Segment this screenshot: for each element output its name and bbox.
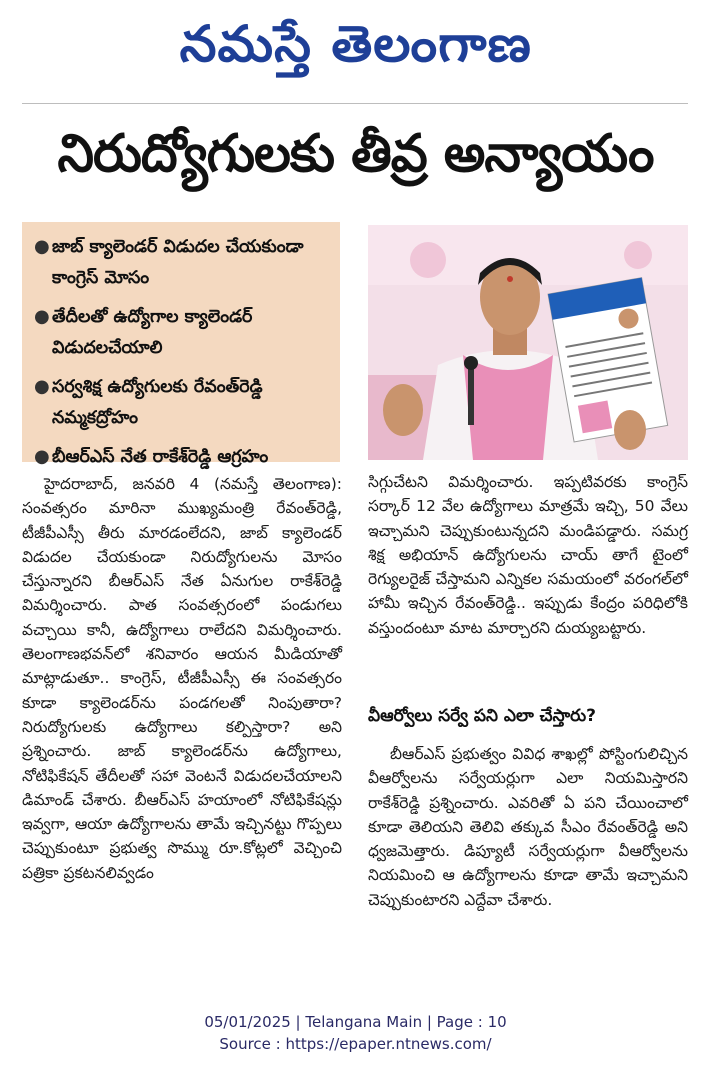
masthead [0,0,711,100]
highlight-text: జాబ్ క్యాలెండర్ విడుదల చేయకుండా కాంగ్రెస్ మోసం [52,237,304,288]
bullet-icon: ● [34,236,50,257]
highlight-item [34,442,332,473]
article-headline: నిరుద్యోగులకు తీవ్ర అన్యాయం [57,123,654,184]
footer-source-link[interactable]: Source : https://epaper.ntnews.com/ [219,1035,492,1053]
bullet-icon: ● [34,306,50,327]
highlight-text: బీఆర్ఎస్ నేత రాకేశ్‌రెడ్డి ఆగ్రహం [52,447,269,467]
footer-date-page: 05/01/2025 | Telangana Main | Page : 10 [204,1013,507,1031]
bullet-icon: ● [34,376,50,397]
article-paragraph: హైదరాబాద్, జనవరి 4 (నమస్తే తెలంగాణ): సంవత్సరం మారినా ముఖ్యమంత్రి రేవంత్‌రెడ్డి, టీజీపీఎస్సీ తీరు మారడంలేదని, జాబ్ క్యాలెండర్ విడుదల చేయకుండా నిరుద్యోగులను మోసం చేస్తున్నారని బీఆర్ఎస్ నేత ఏనుగుల రాకేశ్‌రెడ్డి విమర్శించారు. పాత సంవత్సరంలో పండుగలు వచ్చాయి కానీ, ఉద్యోగాలు రాలేదని విమర్శించారు. తెలంగాణభవన్‌లో శనివారం ఆయన మీడియాతో మాట్లాడుతూ.. కాంగ్రెస్, టీజీపీఎస్సీ ఈ సంవత్సరం కూడా క్యాలెండర్‌ను పండగలతో నింపుతారా? నిరుద్యోగులకు ఉద్యోగాలు కల్పిస్తారా? అని ప్రశ్నించారు. జాబ్ క్యాలెండర్‌ను ఉద్యోగాలు, నోటిఫికేషన్ తేదీలతో సహా వెంటనే విడుదలచేయాలని డిమాండ్ చేశారు. బీఆర్ఎస్ హయాంలో నోటిఫికేషన్లు ఇవ్వగా, ఆయా ఉద్యోగాలను తామే ఇచ్చినట్టు గొప్పలు చెప్పుకుంటూ ప్రభుత్వ సొమ్ము రూ.కోట్లలో వెచ్చించి పత్రికా ప్రకటనలివ్వడం [22,475,342,882]
article-left-column [22,472,342,885]
article-right-column-bottom [368,742,688,912]
highlight-text: తేదీలతో ఉద్యోగాల క్యాలెండర్ విడుదలచేయాలి [52,307,253,358]
highlights-box [22,222,340,467]
bullet-icon: ● [34,446,50,467]
person-holding-pamphlet-photo [368,225,688,460]
highlight-text: సర్వశిక్ష ఉద్యోగులకు రేవంత్‌రెడ్డి నమ్మకద్రోహం [52,377,263,428]
masthead-divider [22,103,688,104]
article-paragraph: బీఆర్ఎస్ ప్రభుత్వం వివిధ శాఖల్లో పోస్టింగులిచ్చిన వీఆర్వోలను సర్వేయర్లుగా ఎలా నియమిస్తారని రాకేశ్‌రెడ్డి ప్రశ్నించారు. ఎవరితో ఏ పని చేయించాలో కూడా తెలియని తెలివి తక్కువ సీఎం రేవంత్‌రెడ్డి అని ధ్వజమెత్తారు. డిప్యూటీ సర్వేయర్లుగా వీఆర్వోలను నియమించి ఆ ఉద్యోగాలను కూడా తామే ఇచ్చామని చెప్పుకుంటారని ఎద్దేవా చేశారు. [368,745,688,909]
newspaper-logo: నమస్తే తెలంగాణ [179,14,532,73]
highlight-item [34,372,332,434]
article-subheading: వీఆర్వోలు సర్వే పని ఎలా చేస్తారు? [368,706,596,726]
article-paragraph: సిగ్గుచేటని విమర్శించారు. ఇప్పటివరకు కాంగ్రెస్ సర్కార్ 12 వేల ఉద్యోగాలు మాత్రమే ఇచ్చి, 50 వేలు ఇచ్చామని చెప్పుకుంటున్నదని మండిపడ్డారు. సమగ్ర శిక్ష అభియాన్ ఉద్యోగులను చాయ్ తాగే టైంలో రెగ్యులరైజ్ చేస్తామని ఎన్నికల సమయంలో వరంగల్‌లో హామీ ఇచ్చిన రేవంత్‌రెడ్డి.. ఇప్పుడు కేంద్రం పరిధిలోకి వస్తుందంటూ మాట మార్చారని దుయ్యబట్టారు. [368,473,688,637]
article-right-column-top [368,470,688,640]
highlight-item [34,232,332,294]
highlight-item [34,302,332,364]
